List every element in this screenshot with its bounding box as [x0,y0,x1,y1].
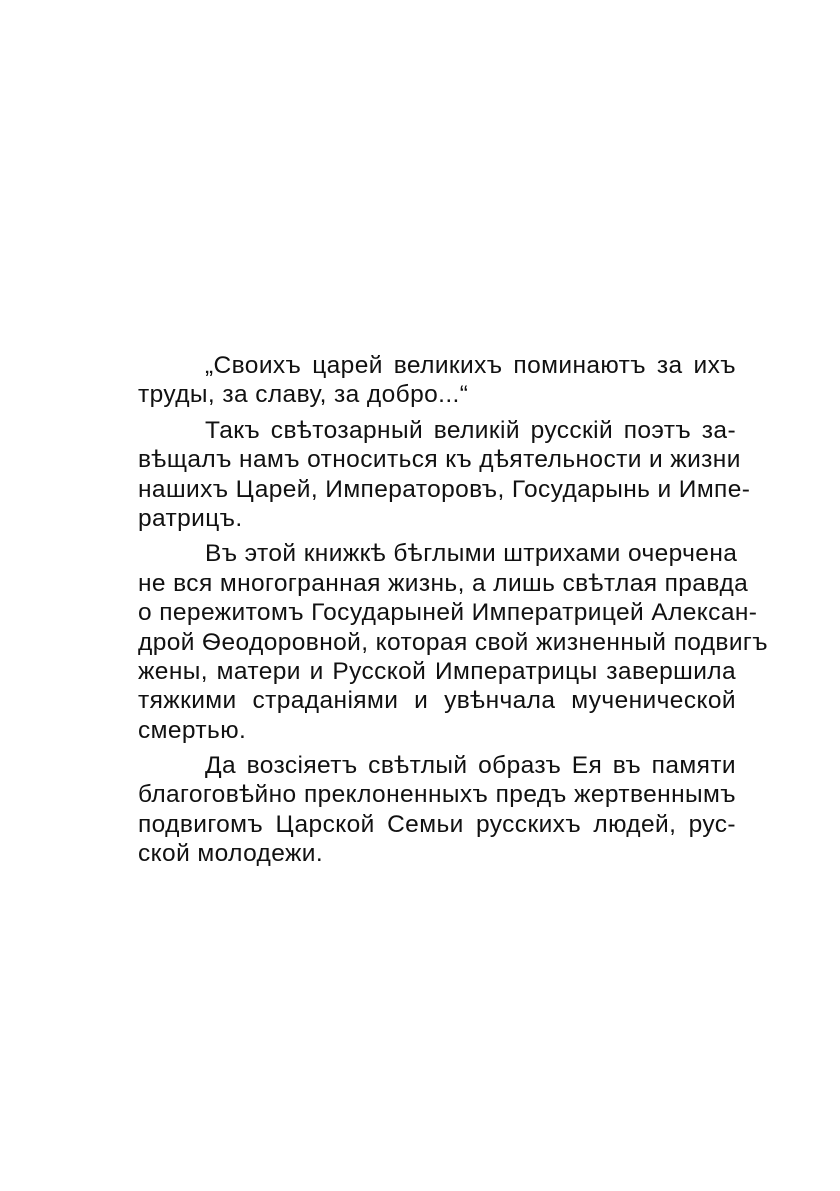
text-line: Въ этой книжкѣ бѣглыми штрихами очерчена [205,540,738,568]
text-line: о пережитомъ Государыней Императрицей Алексан- [138,599,758,627]
text-line: труды, за славу, за добро...“ [138,381,469,409]
text-line: благоговѣйно преклоненныхъ предъ жертвеннымъ [138,781,736,809]
text-block [138,351,768,869]
text-line: подвигомъ Царской Семьи русскихъ людей, рус- [138,810,736,838]
text-line: тяжкими страданіями и увѣнчала мученической [138,687,736,715]
text-line: ратрицъ. [138,504,243,532]
text-line: „Своихъ царей великихъ поминаютъ за ихъ [205,352,736,379]
text-line: ской молодежи. [138,840,324,868]
text-line: Такъ свѣтозарный великій русскій поэтъ за- [205,416,736,444]
text-line: дрой Ѳеодоровной, которая свой жизненный подвигъ [138,628,768,656]
text-line: нашихъ Царей, Императоровъ, Государынь и Импе- [138,475,751,503]
text-line: не вся многогранная жизнь, а лишь свѣтлая правда [138,569,749,597]
text-line: вѣщалъ намъ относиться къ дѣятельности и жизни [138,446,741,474]
text-line: жены, матери и Русской Императрицы завершила [138,657,736,685]
text-line: смертью. [138,716,247,744]
text-line: Да возсіяетъ свѣтлый образъ Ея въ памяти [205,752,736,780]
